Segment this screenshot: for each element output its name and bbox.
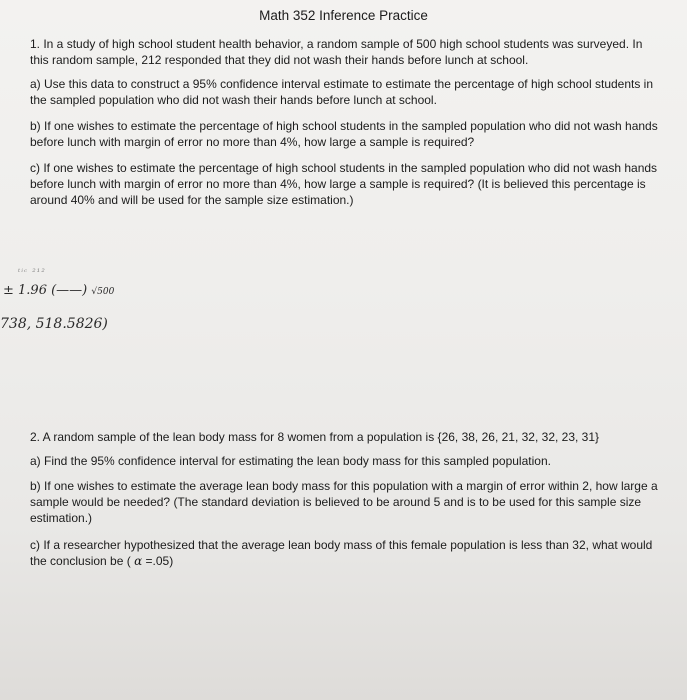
question-1b: b) If one wishes to estimate the percentage of high school students in the sampled population who did not wash hands before lunch with margin of error no more than 4%, how large a sample is required? (30, 119, 658, 149)
alpha-symbol: α (134, 554, 143, 568)
question-2c-prefix: c) If a researcher hypothesized that the average lean body mass of this female population is less than 32, what would the conclusion be ( (30, 538, 653, 568)
handwritten-interval: 738, 518.5826) (0, 316, 108, 332)
question-2-stem: 2. A random sample of the lean body mass for 8 women from a population is {26, 38, 26, 21, 32, 32, 23, 31} (30, 430, 600, 444)
question-2c-suffix: =.05) (145, 554, 174, 568)
question-1a: a) Use this data to construct a 95% confidence interval estimate to estimate the percentage of high school students in the sampled population who did not wash their hands before lunch at school. (30, 77, 654, 107)
page-title: Math 352 Inference Practice (259, 8, 428, 23)
question-2b: b) If one wishes to estimate the average lean body mass for this population with a margin of error within 2, how large a sample would be needed? (The standard deviation is believed to be around 5 and is to be used for this sample size estimation.) (30, 479, 658, 525)
question-2a: a) Find the 95% confidence interval for estimating the lean body mass for this sampled population. (30, 454, 551, 468)
question-2c (30, 537, 660, 569)
question-1-stem: 1. In a study of high school student health behavior, a random sample of 500 high school students was surveyed. In this random sample, 212 responded that they did not wash their hands before lunch at school. (30, 37, 643, 67)
handwritten-formula-denominator: √500 (91, 287, 115, 297)
handwritten-formula-text: ± 1.96 (——) (3, 283, 88, 298)
handwritten-note-top: ᵗⁱᶜ ²¹² (18, 268, 46, 278)
question-1c: c) If one wishes to estimate the percentage of high school students in the sampled population who did not wash hands before lunch with margin of error no more than 4%, how large a sample is required? (It is believed this percentage is around 40% and will be used for the sample size estimation.) (30, 161, 658, 207)
handwritten-formula (3, 283, 114, 298)
